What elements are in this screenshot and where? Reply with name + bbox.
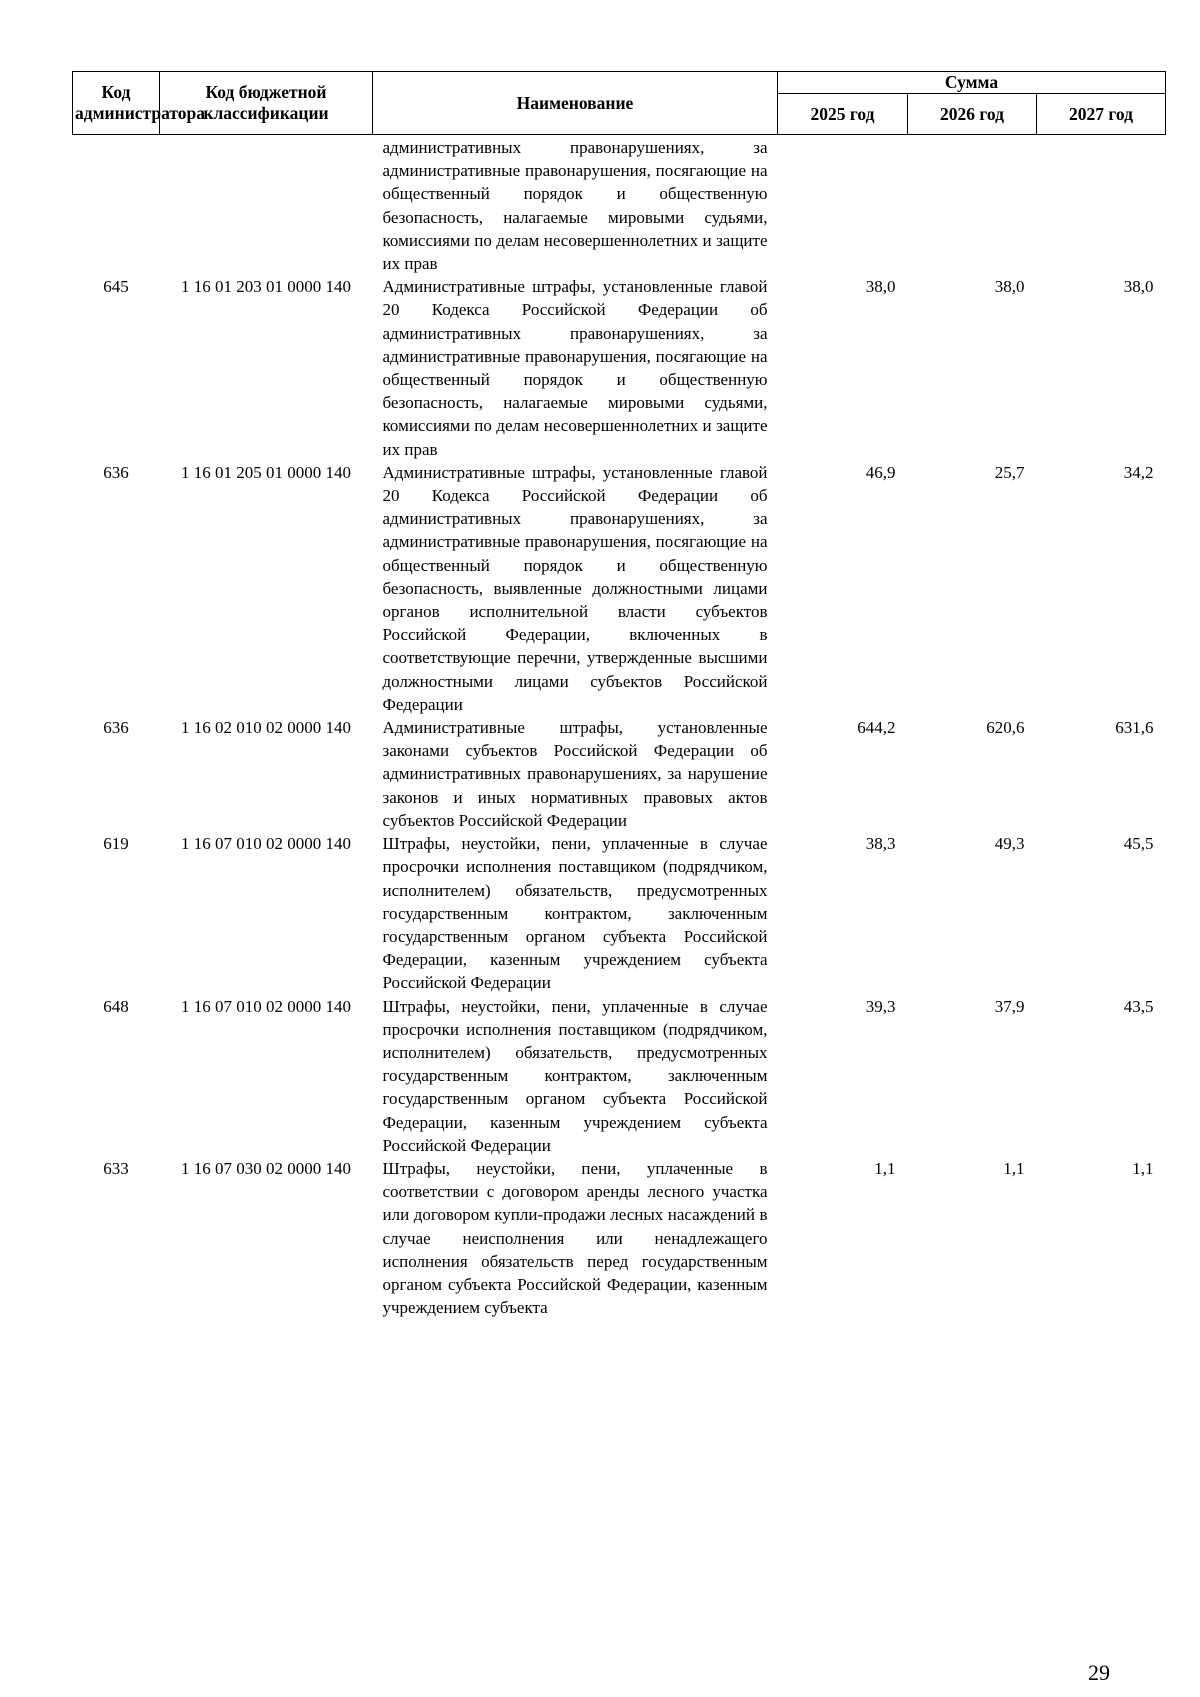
document-page [72, 71, 1165, 1319]
table-row [73, 832, 1166, 994]
row-2025: 46,9 [865, 462, 896, 482]
row-name: Штрафы, неустойки, пени, уплаченные в соответствии с договором аренды лесного участка или договором купли-продажи лесных насаждений в случае неисполнения или ненадлежащего исполнения обязательств перед государственным органом субъекта Российской Федерации, казенным учреждением субъекта [382, 1158, 768, 1318]
continued-name-text: административных правонарушениях, за административные правонарушения, посягающие на общественный порядок и общественную безопасность, налагаемые мировыми судьями, комиссиями по делам несовершеннолетних и защите их прав [382, 138, 768, 274]
table-row-continued [73, 135, 1166, 276]
row-2025: 39,3 [865, 996, 896, 1016]
table-header [73, 72, 1166, 135]
row-name: Штрафы, неустойки, пени, уплаченные в случае просрочки исполнения поставщиком (подрядчиком, исполнителем) обязательств, предусмотренных государственным контрактом, заключенным государственным органом субъекта Российской Федерации, казенным учреждением субъекта Российской Федерации [382, 996, 768, 1155]
row-2027: 45,5 [1123, 834, 1154, 854]
row-2027: 43,5 [1123, 996, 1154, 1016]
row-kbk: 1 16 01 205 01 0000 140 [181, 462, 351, 482]
row-name: Административные штрафы, установленные главой 20 Кодекса Российской Федерации об административных правонарушениях, за административные правонарушения, посягающие на общественный порядок и общественную безопасность, налагаемые мировыми судьями, комиссиями по делам несовершеннолетних и защите их прав [382, 277, 768, 459]
row-2026: 620,6 [986, 718, 1025, 738]
row-2025: 644,2 [857, 718, 896, 738]
table-row [73, 1157, 1166, 1319]
row-2026: 49,3 [994, 834, 1025, 854]
row-admin-code: 633 [103, 1158, 129, 1178]
row-kbk: 1 16 01 203 01 0000 140 [181, 277, 351, 297]
row-kbk: 1 16 02 010 02 0000 140 [181, 718, 351, 738]
header-admin-code: Код администратора [73, 72, 160, 135]
table-row [73, 275, 1166, 461]
table-row [73, 461, 1166, 716]
row-2027: 631,6 [1115, 718, 1154, 738]
header-year-2025: 2025 год [778, 94, 908, 135]
row-name: Штрафы, неустойки, пени, уплаченные в случае просрочки исполнения поставщиком (подрядчиком, исполнителем) обязательств, предусмотренных государственным контрактом, заключенным государственным органом субъекта Российской Федерации, казенным учреждением субъекта Российской Федерации [382, 834, 768, 993]
row-admin-code: 648 [103, 996, 129, 1016]
row-admin-code: 636 [103, 718, 129, 738]
header-name: Наименование [373, 72, 778, 135]
row-name: Административные штрафы, установленные законами субъектов Российской Федерации об административных правонарушениях, за нарушение законов и иных нормативных правовых актов субъектов Российской Федерации [382, 718, 768, 830]
row-2027: 34,2 [1123, 462, 1154, 482]
row-2026: 37,9 [994, 996, 1025, 1016]
row-2025: 38,3 [865, 834, 896, 854]
row-admin-code: 619 [103, 834, 129, 854]
row-admin-code: 636 [103, 462, 129, 482]
row-2025: 1,1 [874, 1158, 896, 1178]
row-kbk: 1 16 07 010 02 0000 140 [181, 996, 351, 1016]
header-year-2026: 2026 год [908, 94, 1037, 135]
table-row [73, 995, 1166, 1157]
row-admin-code: 645 [103, 277, 129, 297]
page-number: 29 [1088, 1660, 1110, 1685]
row-2027: 38,0 [1123, 277, 1154, 297]
budget-table [72, 71, 1166, 1319]
table-row [73, 716, 1166, 832]
row-kbk: 1 16 07 030 02 0000 140 [181, 1158, 351, 1178]
row-2025: 38,0 [865, 277, 896, 297]
header-year-2027: 2027 год [1037, 94, 1166, 135]
row-2026: 38,0 [994, 277, 1025, 297]
row-2026: 25,7 [994, 462, 1025, 482]
row-kbk: 1 16 07 010 02 0000 140 [181, 834, 351, 854]
row-2027: 1,1 [1132, 1158, 1154, 1178]
header-kbk: Код бюджетной классификации [160, 72, 373, 135]
table-body [73, 135, 1166, 1320]
header-sum: Сумма [778, 72, 1166, 94]
row-name: Административные штрафы, установленные главой 20 Кодекса Российской Федерации об административных правонарушениях, за административные правонарушения, посягающие на общественный порядок и общественную безопасность, выявленные должностными лицами органов исполнительной власти субъектов Российской Федерации, включенных в соответствующие перечни, утвержденные высшими должностными лицами субъектов Российской Федерации [382, 462, 768, 714]
row-2026: 1,1 [1003, 1158, 1025, 1178]
